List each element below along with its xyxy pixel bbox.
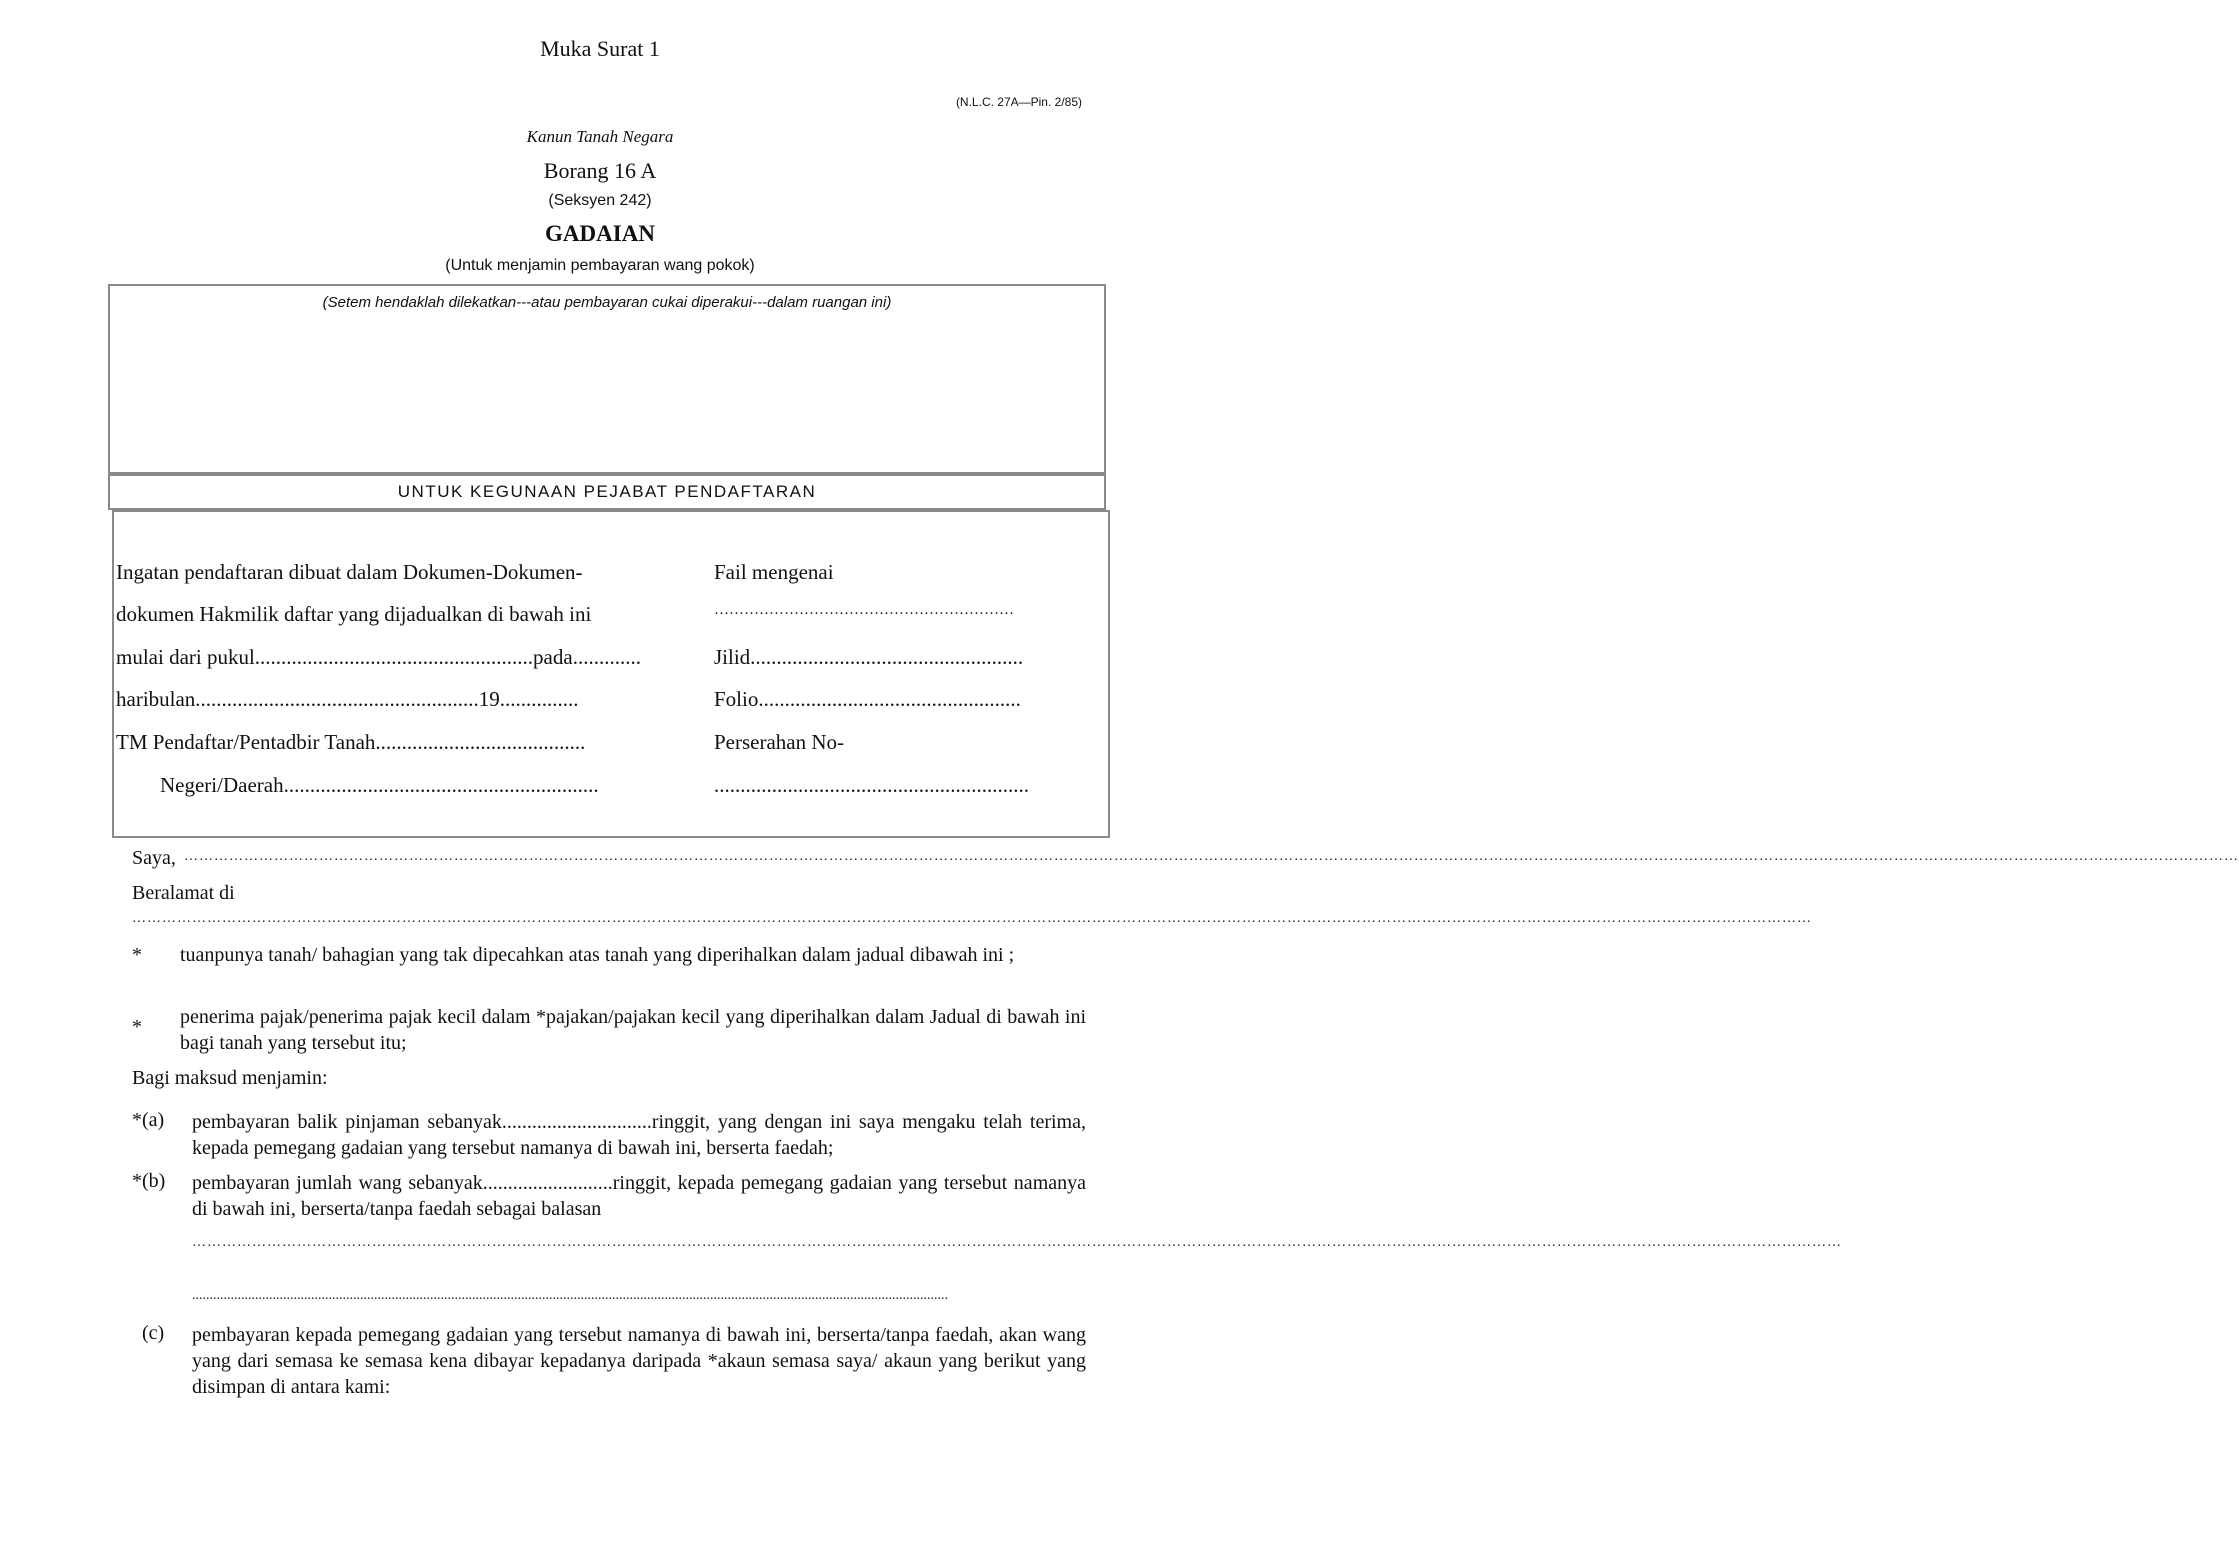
- registry-heading-box: [108, 474, 1106, 510]
- item-marker-b: *(b): [132, 1170, 166, 1192]
- registry-left-line-3: mulai dari pukul.....................................................pada.............: [116, 645, 641, 669]
- registry-left-line-5: TM Pendaftar/Pentadbir Tanah........................................: [116, 730, 586, 754]
- registry-right-line-2: ……………………………………………………: [714, 602, 1014, 618]
- alamat-label: Beralamat di: [132, 882, 235, 904]
- registry-right-line-6: ............................................................: [714, 773, 1029, 797]
- act-name: Kanun Tanah Negara: [526, 127, 674, 146]
- registry-right-line-4: Folio..................................................: [714, 687, 1021, 711]
- bullet-text-2: penerima pajak/penerima pajak kecil dalam *pajakan/pajakan kecil yang diperihalkan dalam Jadual di bawah ini bagi tanah yang tersebut itu;: [180, 1006, 1086, 1054]
- registry-left-line-2: dokumen Hakmilik daftar yang dijadualkan di bawah ini: [116, 602, 592, 626]
- stamp-box: [108, 284, 1106, 474]
- registry-heading: UNTUK KEGUNAAN PEJABAT PENDAFTARAN: [397, 482, 817, 501]
- registry-left-line-4: haribulan......................................................19...............: [116, 687, 579, 711]
- registry-left-line-6: Negeri/Daerah............................................................: [160, 773, 599, 797]
- item-text-b: pembayaran jumlah wang sebanyak..........................ringgit, kepada pemegang gadaian yang tersebut namanya di bawah ini, berserta/tanpa faedah sebagai balasan: [192, 1172, 1086, 1220]
- section-ref: (Seksyen 242): [548, 192, 652, 209]
- doc-title: GADAIAN: [545, 221, 655, 246]
- saya-label: Saya,: [132, 847, 176, 869]
- item-text-a: pembayaran balik pinjaman sebanyak..............................ringgit, yang dengan ini saya mengaku telah terima, kepada pemegang gadaian yang tersebut namanya di bawah ini, berserta faedah;: [192, 1111, 1086, 1159]
- saya-dots: ……………………………………………………………………………………………………………………………………………………………………………………………………………………………………………………………………………………………………………………………………………………………………………: [184, 849, 2239, 864]
- bullet-text-1: tuanpunya tanah/ bahagian yang tak dipecahkan atas tanah yang diperihalkan dalam jadual dibawah ini ;: [180, 944, 1015, 966]
- bullet-marker-2: *: [132, 1016, 142, 1038]
- purpose-label: Bagi maksud menjamin:: [132, 1067, 328, 1089]
- item-text-c: pembayaran kepada pemegang gadaian yang tersebut namanya di bawah ini, berserta/tanpa faedah, akan wang yang dari semasa ke semasa kena dibayar kepadanya daripada *akaun semasa saya/ akaun yang berikut yang disimpan di antara kami:: [192, 1324, 1086, 1398]
- alamat-dots: …………………………………………………………………………………………………………………………………………………………………………………………………………………………………………………………………………………………………………: [132, 911, 1812, 926]
- form-title: Borang 16 A: [543, 158, 657, 183]
- item-b-dots-2: ........................................................................................................................................................................................................................: [192, 1288, 948, 1303]
- registry-left-line-1: Ingatan pendaftaran dibuat dalam Dokumen-Dokumen-: [116, 560, 583, 584]
- registry-right-line-3: Jilid....................................................: [714, 645, 1024, 669]
- item-marker-a: *(a): [132, 1109, 165, 1131]
- page-number: Muka Surat 1: [540, 36, 660, 61]
- bullet-marker-1: *: [132, 944, 142, 966]
- registry-right-line-5: Perserahan No-: [714, 730, 845, 754]
- registry-right-line-1: Fail mengenai: [714, 560, 834, 584]
- stamp-note: (Setem hendaklah dilekatkan---atau pembayaran cukai diperakui---dalam ruangan ini): [322, 294, 892, 311]
- doc-subtitle: (Untuk menjamin pembayaran wang pokok): [445, 257, 755, 274]
- item-b-dots-1: ……………………………………………………………………………………………………………………………………………………………………………………………………………………………………………………………………………………………………: [192, 1235, 1842, 1250]
- form-code: (N.L.C. 27A—Pin. 2/85): [955, 95, 1082, 109]
- item-marker-c: (c): [142, 1322, 165, 1344]
